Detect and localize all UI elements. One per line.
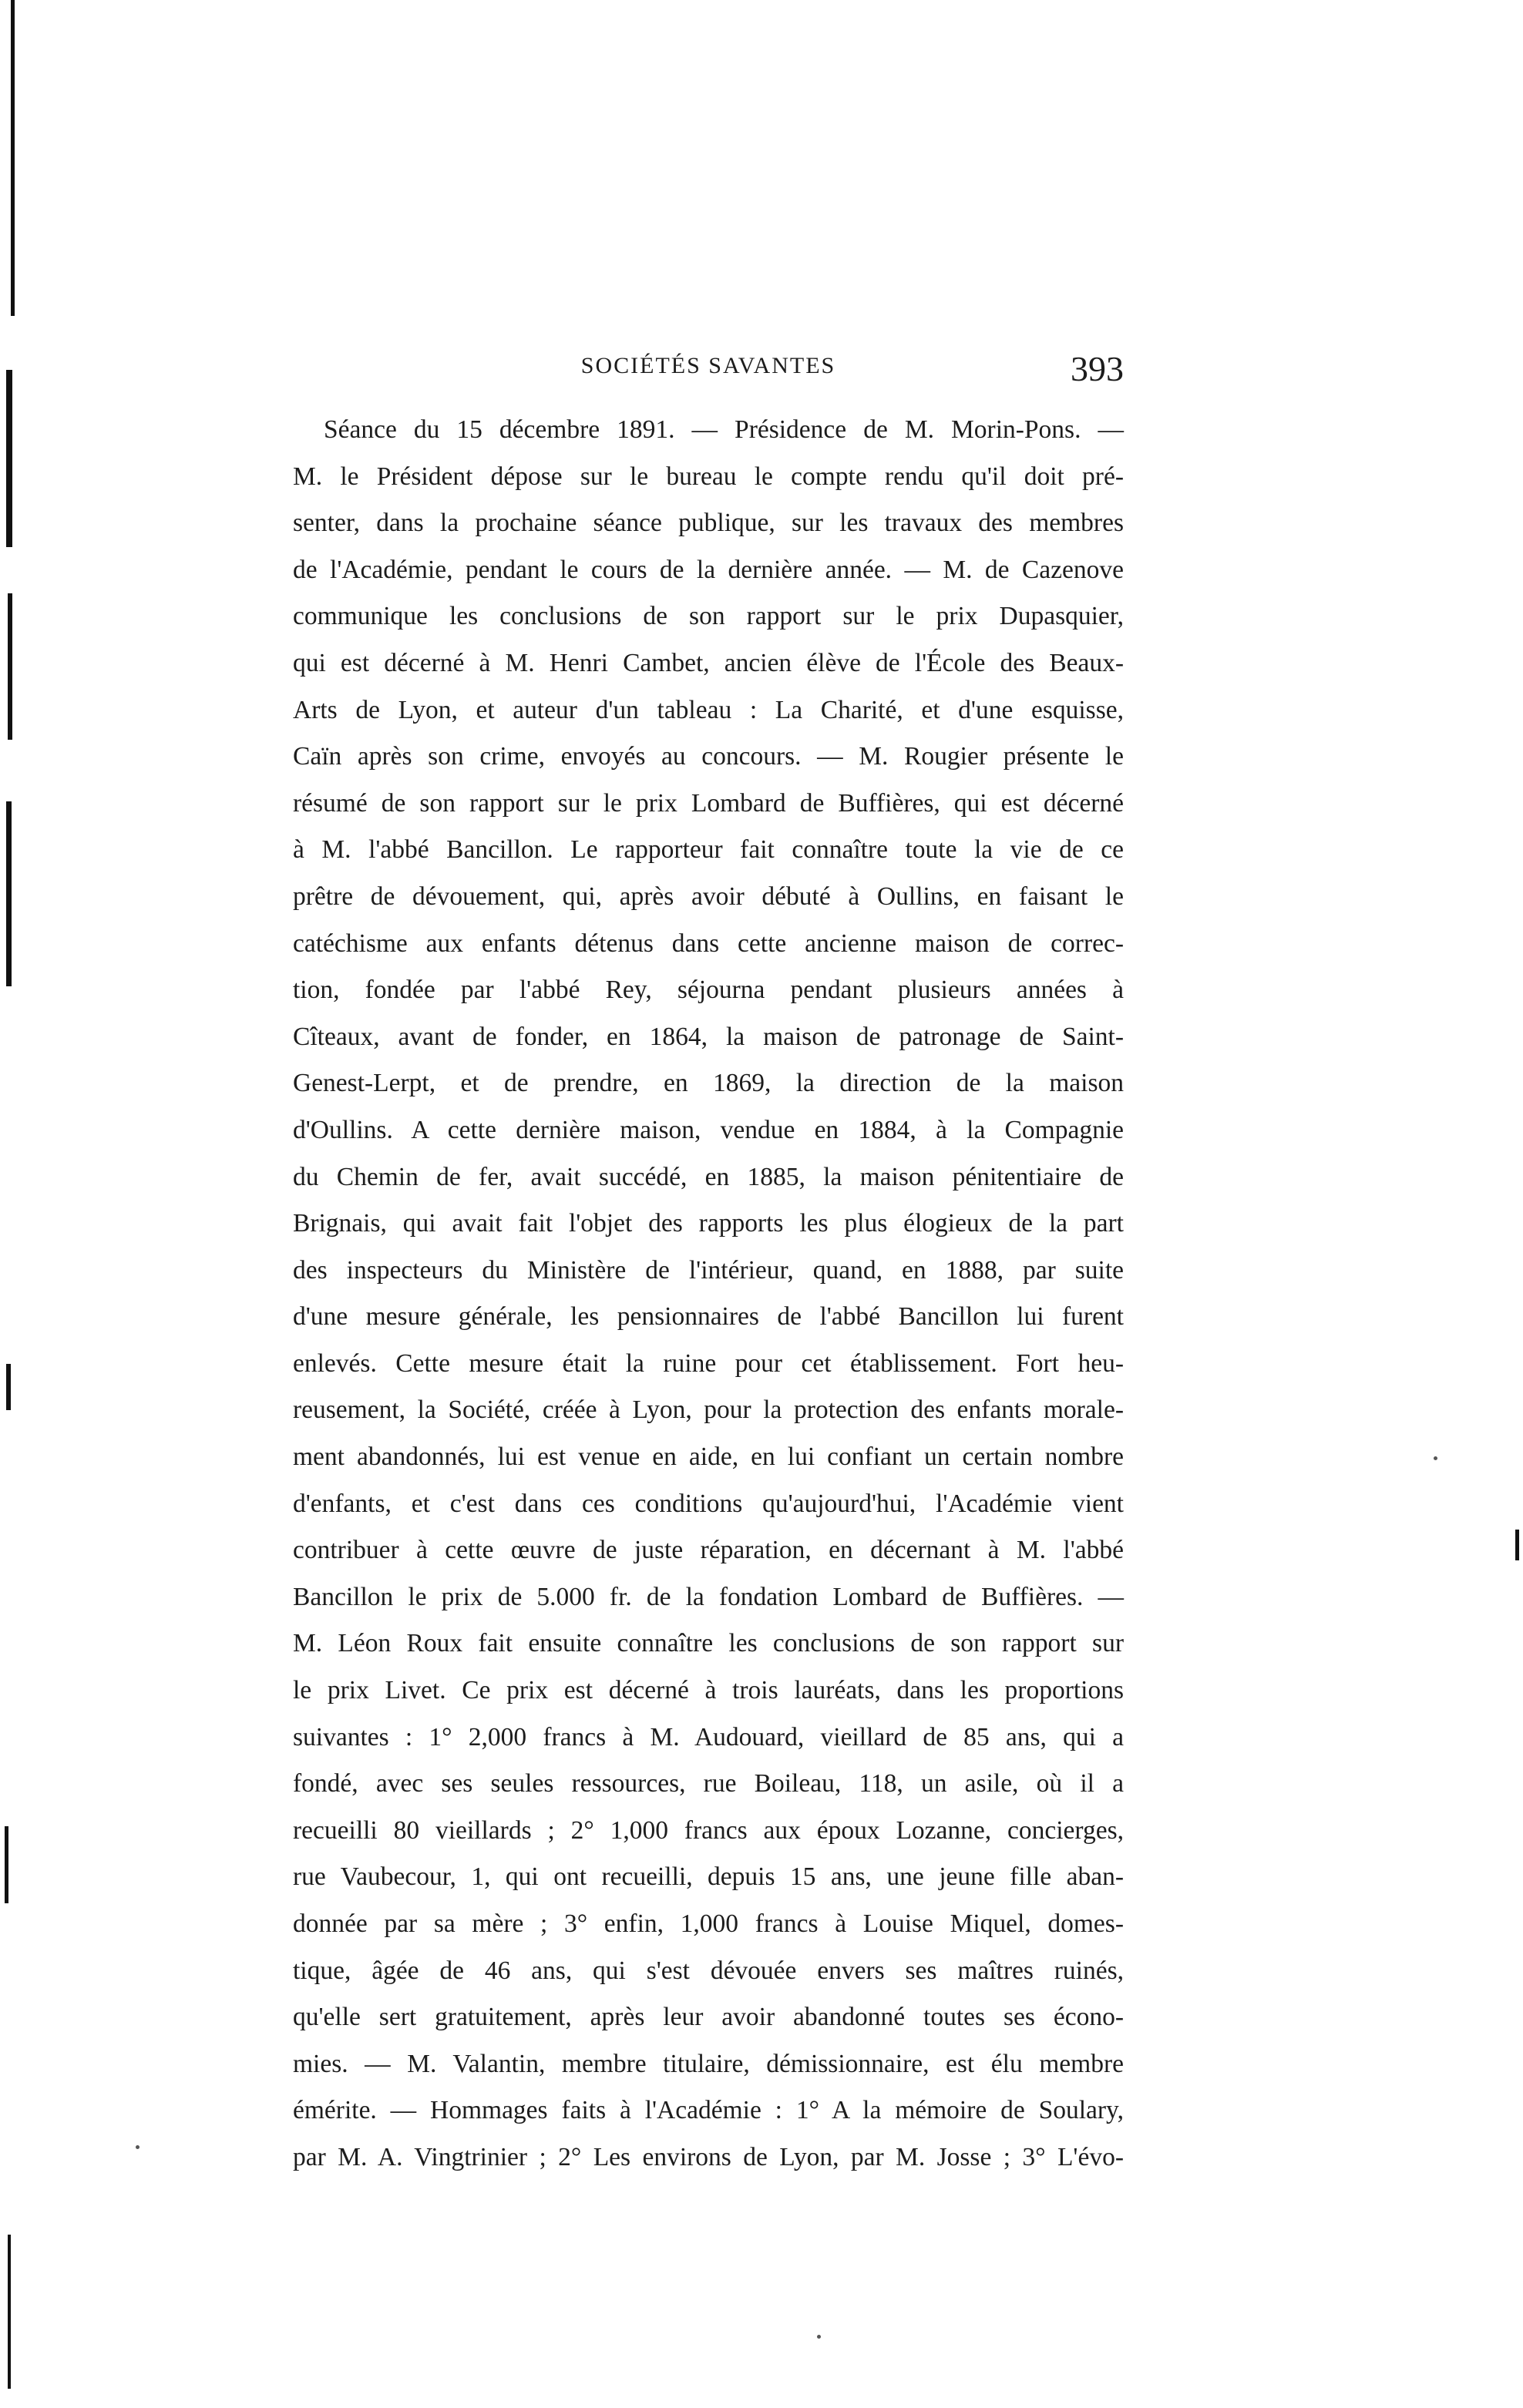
text-line: d'Oullins. A cette dernière maison, vendue en 1884, à la Compagnie	[293, 1115, 1124, 1144]
scan-edge-mark	[8, 2235, 11, 2389]
text-line: de l'Académie, pendant le cours de la dernière année. — M. de Cazenove	[293, 555, 1124, 584]
scan-edge-mark	[6, 1364, 11, 1410]
text-line: M. le Président dépose sur le bureau le compte rendu qu'il doit pré-	[293, 462, 1124, 491]
text-line: à M. l'abbé Bancillon. Le rapporteur fait connaître toute la vie de ce	[293, 835, 1124, 865]
text-line: rue Vaubecour, 1, qui ont recueilli, depuis 15 ans, une jeune fille aban-	[293, 1862, 1124, 1892]
scan-edge-mark	[8, 593, 12, 740]
scan-speck	[136, 2145, 140, 2149]
text-line: des inspecteurs du Ministère de l'intérieur, quand, en 1888, par suite	[293, 1255, 1124, 1285]
body-text	[293, 407, 1124, 2181]
text-line: par M. A. Vingtrinier ; 2° Les environs de Lyon, par M. Josse ; 3° L'évo-	[293, 2142, 1124, 2171]
running-title: SOCIÉTÉS SAVANTES	[580, 353, 836, 378]
text-line: communique les conclusions de son rapport sur le prix Dupasquier,	[293, 602, 1124, 631]
text-line: du Chemin de fer, avait succédé, en 1885, la maison pénitentiaire de	[293, 1162, 1124, 1191]
text-line: reusement, la Société, créée à Lyon, pour la protection des enfants morale-	[293, 1395, 1124, 1425]
text-line: d'une mesure générale, les pensionnaires de l'abbé Bancillon lui furent	[293, 1302, 1124, 1332]
text-line: qu'elle sert gratuitement, après leur avoir abandonné toutes ses écono-	[293, 2003, 1124, 2032]
text-line: prêtre de dévouement, qui, après avoir débuté à Oullins, en faisant le	[293, 882, 1124, 911]
page-header	[293, 348, 1124, 395]
text-line: recueilli 80 vieillards ; 2° 1,000 francs aux époux Lozanne, concierges,	[293, 1815, 1124, 1845]
text-line: fondé, avec ses seules ressources, rue Boileau, 118, un asile, où il a	[293, 1769, 1124, 1798]
text-line: mies. — M. Valantin, membre titulaire, démissionnaire, est élu membre	[293, 2049, 1124, 2078]
text-line: résumé de son rapport sur le prix Lombard de Buffières, qui est décerné	[293, 788, 1124, 818]
text-line: senter, dans la prochaine séance publique, sur les travaux des membres	[293, 509, 1124, 538]
text-line: catéchisme aux enfants détenus dans cette ancienne maison de correc-	[293, 929, 1124, 958]
text-line: tique, âgée de 46 ans, qui s'est dévouée envers ses maîtres ruinés,	[293, 1956, 1124, 1985]
page-number: 393	[1071, 349, 1124, 388]
text-line: Caïn après son crime, envoyés au concours. — M. Rougier présente le	[293, 742, 1124, 771]
text-line: Arts de Lyon, et auteur d'un tableau : La Charité, et d'une esquisse,	[293, 695, 1124, 724]
text-line: Brignais, qui avait fait l'objet des rapports les plus élogieux de la part	[293, 1209, 1124, 1238]
text-line: Cîteaux, avant de fonder, en 1864, la maison de patronage de Saint-	[293, 1022, 1124, 1051]
scan-edge-mark	[6, 801, 12, 986]
scan-edge-mark	[1515, 1530, 1519, 1560]
scan-speck	[817, 2335, 821, 2339]
text-line: contribuer à cette œuvre de juste réparation, en décernant à M. l'abbé	[293, 1536, 1124, 1565]
text-line: suivantes : 1° 2,000 francs à M. Audouard, vieillard de 85 ans, qui a	[293, 1722, 1124, 1751]
text-line: Bancillon le prix de 5.000 fr. de la fondation Lombard de Buffières. —	[293, 1582, 1124, 1611]
text-line: M. Léon Roux fait ensuite connaître les conclusions de son rapport sur	[293, 1629, 1124, 1658]
text-line: tion, fondée par l'abbé Rey, séjourna pendant plusieurs années à	[293, 976, 1124, 1005]
text-line: le prix Livet. Ce prix est décerné à trois lauréats, dans les proportions	[293, 1676, 1124, 1705]
scan-speck	[1434, 1456, 1437, 1460]
text-line: enlevés. Cette mesure était la ruine pour cet établissement. Fort heu-	[293, 1348, 1124, 1378]
scan-edge-mark	[6, 370, 12, 547]
text-line: ment abandonnés, lui est venue en aide, en lui confiant un certain nombre	[293, 1442, 1124, 1472]
text-line: émérite. — Hommages faits à l'Académie : 1° A la mémoire de Soulary,	[293, 2096, 1124, 2125]
text-line: Genest-Lerpt, et de prendre, en 1869, la direction de la maison	[293, 1069, 1124, 1098]
text-line: Séance du 15 décembre 1891. — Présidence de M. Morin-Pons. —	[324, 415, 1124, 444]
text-line: donnée par sa mère ; 3° enfin, 1,000 francs à Louise Miquel, domes-	[293, 1909, 1124, 1938]
text-line: qui est décerné à M. Henri Cambet, ancien élève de l'École des Beaux-	[293, 648, 1124, 677]
text-line: d'enfants, et c'est dans ces conditions qu'aujourd'hui, l'Académie vient	[293, 1489, 1124, 1518]
scan-edge-mark	[5, 1826, 8, 1903]
scan-edge-mark	[11, 0, 15, 316]
